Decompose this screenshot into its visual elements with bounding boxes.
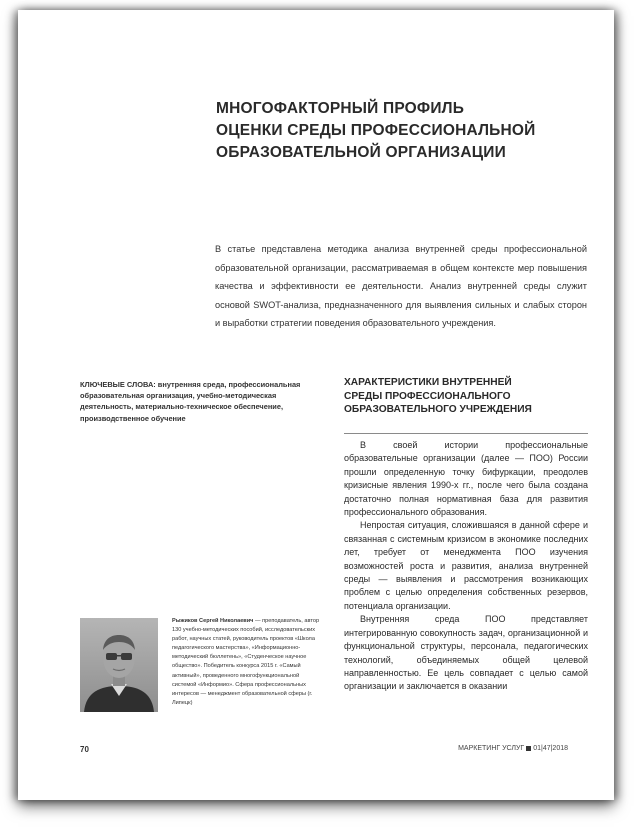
- body-paragraph: В своей истории профессиональные образовательные организации (далее — ПОО) России прошли определенную точку бифуркации, преодолев кризисные явления 1990-х гг., после чего была создана достаточно полная нормативная база для развития профессионального образования.: [344, 440, 588, 518]
- article-title-line: ОЦЕНКИ СРЕДЫ ПРОФЕССИОНАЛЬНОЙ: [216, 122, 536, 139]
- section-title-line: ОБРАЗОВАТЕЛЬНОГО УЧРЕЖДЕНИЯ: [344, 404, 532, 415]
- article-body: [344, 439, 588, 694]
- article-abstract: В статье представлена методика анализа внутренней среды профессиональной образовательной организации, рассматриваемая в общем контексте мер повышения качества и эффективности ее деятельности. Анализ внутренней среды служит основой SWOT-анализа, предназначенного для выявления сильных и слабых сторон и выработки стратегии поведения образовательного учреждения.: [215, 244, 587, 329]
- section-title-line: СРЕДЫ ПРОФЕССИОНАЛЬНОГО: [344, 390, 511, 402]
- journal-name: МАРКЕТИНГ УСЛУГ: [458, 745, 525, 752]
- journal-footer: [458, 745, 568, 752]
- author-name: Рыжиков Сергей Николаевич: [172, 618, 254, 624]
- page-number: 70: [80, 745, 89, 754]
- author-photo: [80, 618, 158, 712]
- journal-page: [18, 10, 614, 800]
- article-title-line: ОБРАЗОВАТЕЛЬНОЙ ОРГАНИЗАЦИИ: [216, 144, 506, 161]
- section-divider: [344, 433, 588, 434]
- author-bio: [172, 617, 324, 708]
- body-paragraph: Непростая ситуация, сложившаяся в данной сфере и связанная с системным кризисом в экономике последних лет, требует от менеджмента ПОО изучения возможностей роста и развития, анализа внутренней среды — выявления и рассмотрения возникающих проблем с целью определения собственных резервов, потенциала организации.: [344, 520, 588, 611]
- section-title-line: ХАРАКТЕРИСТИКИ ВНУТРЕННЕЙ: [344, 377, 512, 388]
- author-bio-text: — преподаватель, автор 130 учебно-методических пособий, исследовательских работ, научных статей, руководитель проектов «Школа педагогического мастерства», «Информационно-методический бюллетень», «Студенческое научное общество». Победитель конкурса 2015 г. «Самый активный», проведенного многофункциональной системой «Информио». Сфера профессиональных интересов — менеджмент образовательной сферы (г. Липецк): [172, 618, 320, 706]
- square-separator-icon: [526, 746, 531, 751]
- article-title-line: МНОГОФАКТОРНЫЙ ПРОФИЛЬ: [216, 100, 465, 117]
- journal-issue: 01|47|2018: [533, 745, 568, 752]
- author-portrait-icon: [80, 618, 158, 712]
- section-title: [344, 376, 594, 417]
- keywords: КЛЮЧЕВЫЕ СЛОВА: внутренняя среда, профессиональная образовательная организация, учебно-методическая деятельность, материально-техническое обеспечение, производственное обучение: [80, 380, 301, 423]
- article-title: [216, 98, 576, 164]
- body-paragraph: Внутренняя среда ПОО представляет интегрированную совокупность задач, организационной и функциональной структуры, персонала, педагогических технологий, объединяемых общей целевой направленностью. Ее цель совпадает с целью самой организации и заключается в оказании: [344, 614, 588, 692]
